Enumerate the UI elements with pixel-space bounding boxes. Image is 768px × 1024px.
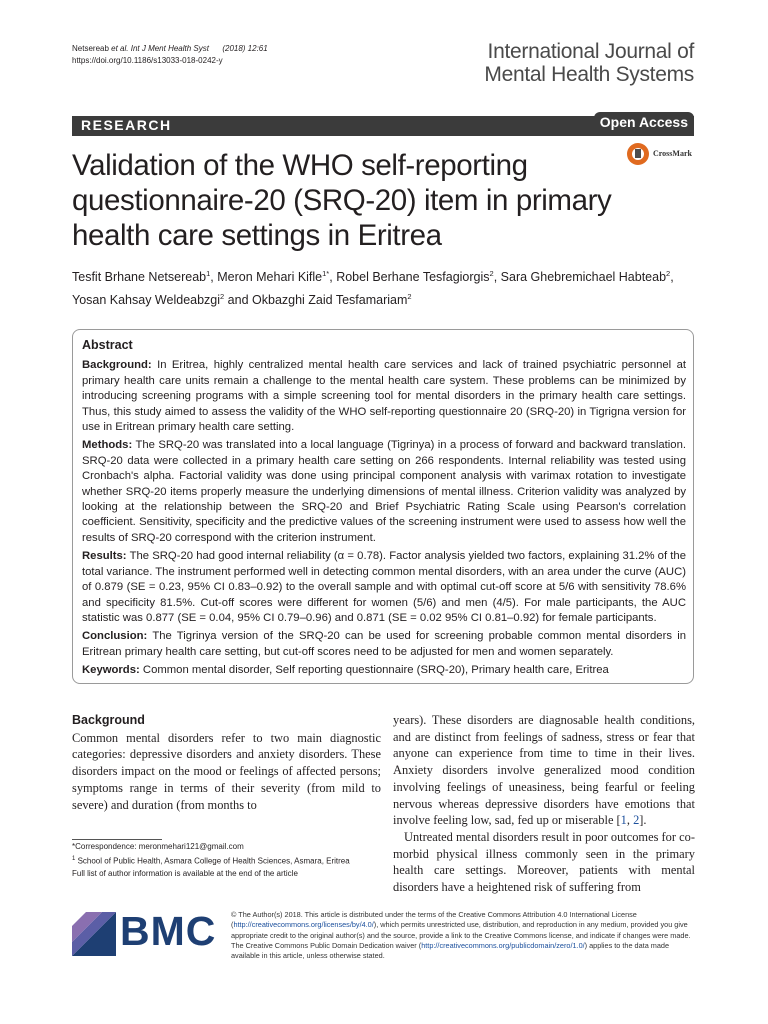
citation-link[interactable]: 2 — [633, 813, 640, 828]
body-right-column — [393, 712, 695, 896]
abstract-section — [82, 438, 686, 546]
abstract-section-text: The SRQ-20 had good internal reliability (α = 0.78). Factor analysis yielded two factors, explaining 31.2% of the total variance. The instrument performed well in detecting common mental disorders, with an area under the curve (AUC) of 0.879 (SE = 0.23, 95% CI 0.83–0.92) to the overall sample and with optimal cut-off score at 5/6 with sensitivity 78.6% and specificity 81.5%. Cut-off scores were different for women (5/6) and men (4/5). For male participants, the AUC statistic was 0.877 (SE = 0.04, 95% CI 0.79–0.96) and 0.871 (SE = 0.02 95% CI 0.81–0.92) for female participants. — [82, 550, 686, 624]
author-name: Tesfit Brhane Netsereab — [72, 270, 207, 285]
author-affiliation-marker: 2 — [666, 269, 671, 278]
body-paragraph: Untreated mental disorders result in poor outcomes for co-morbid physical illness commonly seen in the primary health care settings. Moreover, patients with mental disorders have a heightened risk of suffering from — [393, 829, 695, 895]
crossmark-label: CrossMark — [653, 149, 692, 158]
license-statement: © The Author(s) 2018. This article is distributed under the terms of the Creative Commons Attribution 4.0 International License (http://creativecommons.org/licenses/by/4.0/), which permits unrestricted use, distribution, and reproduction in any medium, provided you give appropriate credit to the original author(s) and the source, provide a link to the Creative Commons license, and indicate if changes were made. The Creative Commons Public Domain Dedication waiver (http://creativecommons.org/publicdomain/zero/1.0/) applies to the data made available in this article, unless otherwise stated. — [231, 910, 691, 961]
abstract-section-label: Background: — [82, 359, 152, 372]
author-separator: , — [493, 270, 501, 285]
body-left-column — [72, 712, 381, 813]
citation-authors: Netsereab — [72, 44, 109, 53]
author-name: Meron Mehari Kifle — [217, 270, 323, 285]
abstract-section — [82, 663, 686, 678]
abstract-section — [82, 549, 686, 626]
article-title: Validation of the WHO self-reporting questionnaire-20 (SRQ-20) item in primary health care settings in Eritrea — [72, 149, 612, 252]
author-affiliation-marker: 2 — [407, 292, 412, 302]
abstract-section-label: Results: — [82, 550, 127, 563]
bmc-logo — [72, 908, 222, 958]
abstract-section-label: Methods: — [82, 439, 133, 452]
footnotes — [72, 841, 372, 880]
abstract-section-text: The SRQ-20 was translated into a local language (Tigrinya) in a process of forward and backward translation. SRQ-20 data were collected in a primary health care setting on 266 respondents. Internal reliability was tested using Cronbach's alpha. Factorial validity was done using principal component analysis with varimax rotation to investigate whether SRQ-20 items properly measure the underlying dimensions of mental illness. Criterion validity was analyzed by looking at the relationship between the SRQ-20 and Brief Psychiatric Rating Scale using Pearson's correlation coefficient. Sensitivity, specificity and the predictive values of the screening instrument were used to assess how well the results of SRQ-20 correspond with the criterion instrument. — [82, 439, 687, 544]
license-link[interactable]: http://creativecommons.org/licenses/by/4.0/ — [233, 920, 374, 930]
abstract-heading: Abstract — [82, 338, 133, 352]
citation-header — [72, 43, 268, 67]
citation-journal: et al. Int J Ment Health Syst — [111, 44, 209, 53]
footnote-divider — [72, 839, 162, 840]
article-type-label: RESEARCH — [81, 117, 172, 133]
doi-link[interactable]: https://doi.org/10.1186/s13033-018-0242-y — [72, 56, 223, 65]
citation-year: (2018) 12:61 — [222, 44, 268, 53]
journal-name-line2: Mental Health Systems — [484, 63, 694, 86]
bmc-logo-text: BMC — [120, 908, 217, 954]
body-paragraph: years). These disorders are diagnosable health conditions, and are distinct from feelings of sadness, stress or fear that anyone can experience from time to time in their lives. Anxiety disorders involve generalized mood condition involving feelings of uneasiness, being fearful or feeling nervous whereas depressive disorders have emotions that involve feeling low, sad, fed up or miserable [1, 2]. — [393, 713, 695, 828]
abstract-sections — [82, 358, 686, 678]
abstract-section-text: The Tigrinya version of the SRQ-20 can be used for screening probable common mental disorders in Eritrean primary health care setting, but cut-off scores need to be adjusted for men and women separately. — [82, 630, 687, 658]
author-name: Okbazghi Zaid Tesfamariam — [252, 293, 408, 308]
author-separator: , — [210, 270, 218, 285]
journal-name-line1: International Journal of — [487, 40, 694, 63]
public-domain-link[interactable]: http://creativecommons.org/publicdomain/zero/1.0/ — [421, 940, 585, 950]
abstract-section-label: Keywords: — [82, 664, 140, 677]
body-paragraph: Common mental disorders refer to two main diagnostic categories: depressive disorders and anxiety disorders. These disorders impact on the mood or feelings of affected persons; symptoms range in terms of their severity (from mild to severe) and duration (from months to — [72, 730, 381, 812]
abstract-section — [82, 358, 686, 435]
author-list — [72, 264, 702, 310]
correspondence-note: *Correspondence: meronmehari121@gmail.com — [72, 842, 244, 851]
crossmark-button[interactable] — [627, 143, 707, 167]
author-separator: , — [670, 270, 674, 285]
abstract-section-text: Common mental disorder, Self reporting questionnaire (SRQ-20), Primary health care, Eritrea — [142, 664, 609, 677]
author-affiliation-marker: 2 — [489, 269, 494, 278]
author-separator: and — [224, 293, 253, 308]
open-access-badge: Open Access — [594, 112, 694, 133]
author-info-note: Full list of author information is available at the end of the article — [72, 868, 298, 878]
affiliation-note: $^1$ School of Public Health, Asmara College of Health Sciences, Asmara, Eritrea — [72, 856, 350, 866]
author-separator: , — [329, 270, 337, 285]
citation-link[interactable]: 1 — [620, 813, 627, 828]
author-affiliation-marker: 2 — [220, 292, 225, 302]
abstract-section-text: In Eritrea, highly centralized mental health care services and lack of trained psychiatric personnel at primary health care units remain a challenge to the mental health care system. These problems can be minimized by introducing screening programs with a simple screening tool for mental disorders in the primary health care settings. Thus, this study aimed to assess the validity of the WHO self-reporting questionnaire 20 (SRQ-20) in Tigrigna version for use in Eritrean primary health care setting. — [82, 359, 686, 434]
author-name: Robel Berhane Tesfagiorgis — [336, 270, 490, 285]
crossmark-icon — [627, 143, 649, 165]
author-name: Yosan Kahsay Weldeabzgi — [72, 293, 221, 308]
author-affiliation-marker: 1* — [322, 269, 330, 278]
article-type-banner — [72, 116, 694, 136]
author-affiliation-marker: 1 — [206, 269, 211, 278]
bmc-logo-icon — [72, 912, 116, 956]
author-name: Sara Ghebremichael Habteab — [500, 270, 667, 285]
abstract-section — [82, 629, 686, 660]
background-heading: Background — [72, 713, 145, 727]
abstract-section-label: Conclusion: — [82, 630, 148, 643]
journal-name — [484, 40, 694, 86]
abstract-box — [72, 329, 694, 684]
